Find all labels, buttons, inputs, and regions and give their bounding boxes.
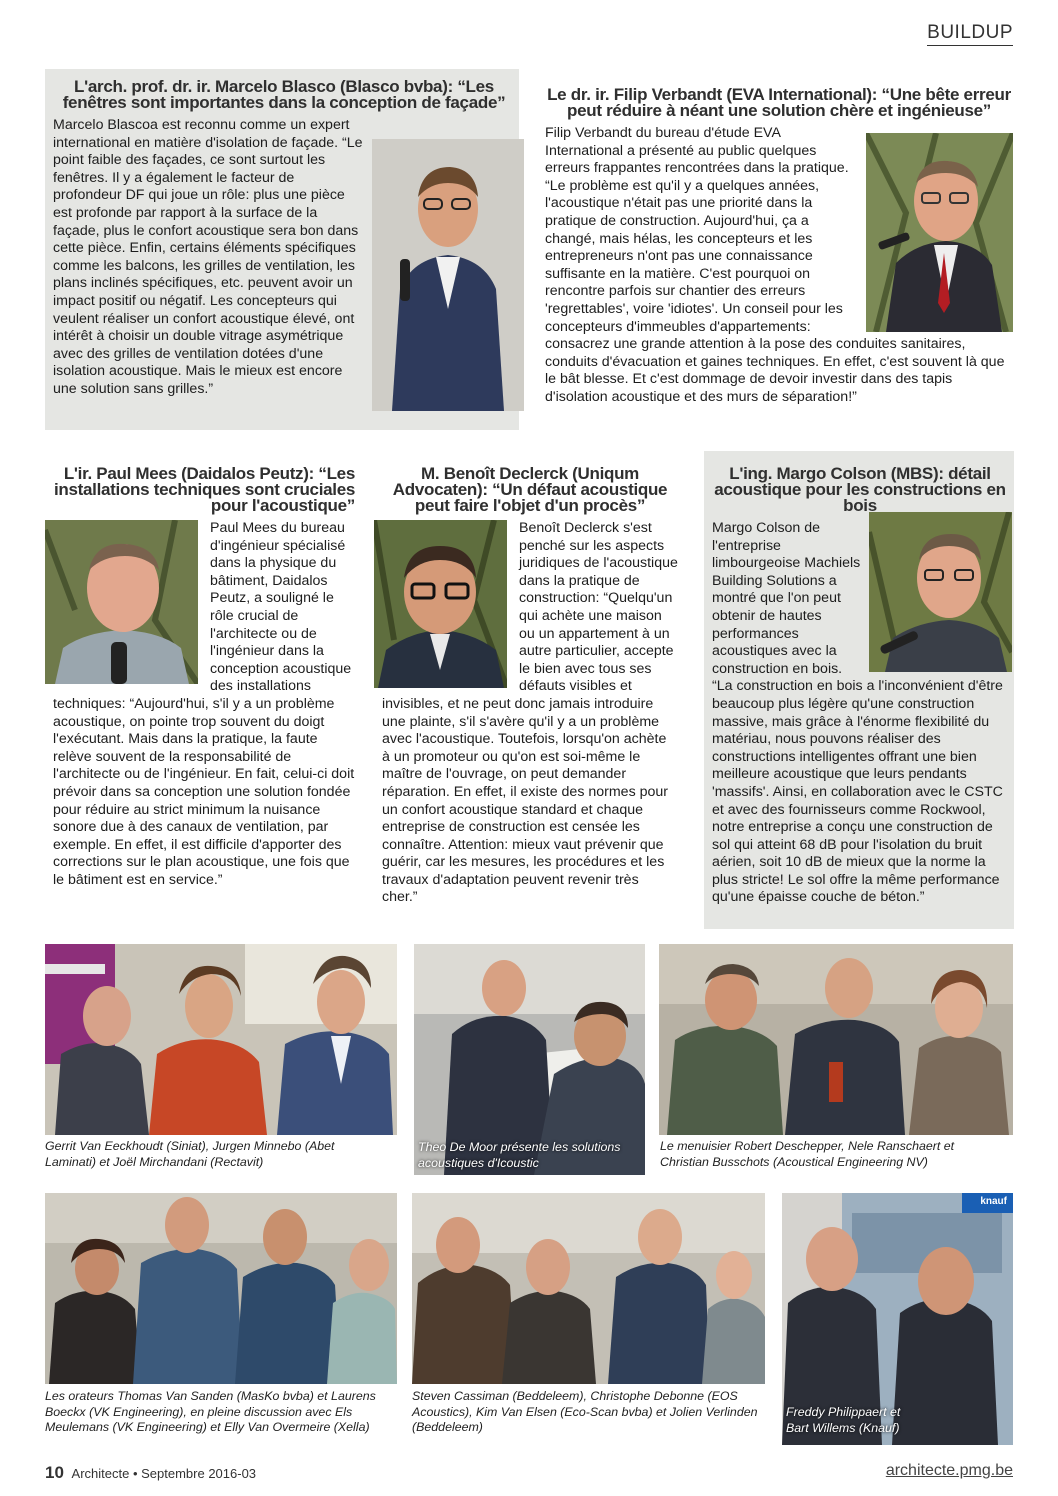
- mees-portrait: [45, 520, 198, 684]
- article-blasco: [53, 79, 515, 415]
- magazine-issue: Architecte • Septembre 2016-03: [71, 1466, 257, 1481]
- photo-group-3: [659, 944, 1013, 1135]
- photo-group-2: [414, 944, 645, 1175]
- footer-url-link[interactable]: architecte.pmg.be: [885, 1462, 1013, 1479]
- photo-group-2-caption: Theo De Moor présente les solutions acoustiques d'Icoustic: [418, 1140, 621, 1170]
- section-tag: BUILDUP: [927, 22, 1013, 46]
- article-colson-body: Margo Colson de l'entreprise limbourgeoise Machiels Building Solutions a montré que l'on peut obtenir de hautes performances acoustiques avec la construction en bois. “La construction en bois a l'inconvénient d'être beaucoup plus légère qu'une construction massive, mais grâce à l'énorme flexibilité du matériau, nous pouvons réaliser des constructions intelligentes offrant une bien meilleure acoustique que leurs pendants 'massifs'. Ainsi, en collaboration avec le CSTC et avec des fournisseurs comme Rockwool, notre entreprise a conçu une construction de sol qui atteint 68 dB pour l'isolation du bruit aérien, soit 10 dB de mieux que la norme la plus stricte! Le sol offre la même performance qu'une épaisse couche de béton.”: [712, 520, 1003, 906]
- article-blasco-title: L'arch. prof. dr. ir. Marcelo Blasco (Blasco bvba): “Les fenêtres sont importantes dans la conception de façade”: [62, 77, 506, 112]
- article-verbandt-body: Filip Verbandt du bureau d'étude EVA International a présenté au public quelques erreurs frappantes rencontrées dans la pratique. “Le problème est qu'il y a quelques années, l'acoustique n'était pas une priorité dans la pratique de construction. Aujourd'hui, ça a changé, mais hélas, les concepteurs et les entrepreneurs n'ont pas une connaissance suffisante en la matière. C'est pourquoi on rencontre parfois sur chantier des erreurs 'regrettables', voire 'idiotes'. Un conseil pour les concepteurs d'immeubles d'appartements: consacrez une grande attention à la pose des conduites sanitaires, conduits d'évacuation et gaines techniques. En effet, c'est souvent là que le bât blesse. Et c'est dommage de devoir investir dans des tapis d'isolation acoustique et des murs de séparation!”: [545, 125, 1005, 405]
- verbandt-portrait: [866, 133, 1013, 332]
- article-declerck: [382, 466, 678, 907]
- declerck-portrait: [374, 520, 507, 688]
- photo-group-3-caption: Le menuisier Robert Deschepper, Nele Ranschaert et Christian Busschots (Acoustical Engineering NV): [660, 1139, 955, 1169]
- blasco-portrait: [372, 139, 524, 411]
- article-blasco-body: Marcelo Blascoa est reconnu comme un expert international en matière d'isolation de façade. “Le point faible des façades, ce sont surtout les fenêtres. Il y a également le facteur de profondeur DF qui joue un rôle: plus une pièce est profonde par rapport à la surface de la façade, plus le confort acoustique sera bon dans cette pièce. Enfin, certains éléments spécifiques comme les balcons, les grilles de ventilation, les plans inclinés spécifiques, etc. peuvent avoir un impact positif ou négatif. Les concepteurs qui veulent réaliser un confort acoustique élevé, ont intérêt à choisir un double vitrage asymétrique avec des grilles de ventilation dotées d'une isolation acoustique. Mais le mieux est encore une solution sans grilles.”: [53, 117, 363, 397]
- article-verbandt: [545, 87, 1013, 407]
- article-declerck-body: Benoît Declerck s'est penché sur les aspects juridiques de l'acoustique dans la pratique de construction: “Quelqu'un qui achète une maison ou un appartement à un autre particulier, accepte le bien avec tous ses défauts visibles et invisibles, et ne peut donc jamais introduire une plainte, s'il s'avère qu'il y a un problème avec l'acoustique. Toutefois, lorsqu'on achète à un promoteur ou qu'on est soi-même le maître de l'ouvrage, on peut demander réparation. En effet, il existe des normes pour un confort acoustique standard et chaque entreprise de construction est censée les connaître. Attention: mieux vaut prévenir que guérir, car les mesures, les procédures et les travaux d'adaptation peuvent revenir très cher.”: [382, 520, 678, 906]
- article-mees: [53, 466, 355, 889]
- photo-group-6: [782, 1193, 1013, 1445]
- photo-group-5-caption: Steven Cassiman (Beddeleem), Christophe Debonne (EOS Acoustics), Kim Van Elsen (Eco-Scan bvba) et Jolien Verlinden (Beddeleem): [412, 1389, 758, 1434]
- article-declerck-title: M. Benoît Declerck (Uniqum Advocaten): “Un défaut acoustique peut faire l'objet d'un procès”: [392, 464, 668, 515]
- photo-group-1: [45, 944, 397, 1135]
- article-mees-body: Paul Mees du bureau d'ingénieur spécialisé dans la physique du bâtiment, Daidalos Peutz, a souligné le rôle crucial de l'architecte ou de l'ingénieur dans la conception acoustique des installations techniques: “Aujourd'hui, s'il y a un problème acoustique, on pointe trop souvent du doigt l'exécutant. Mais dans la pratique, la faute relève souvent de la responsabilité de l'architecte ou de l'ingénieur. En fait, celui-ci doit prévoir dans sa conception une solution fondée pour réduire au strict minimum la nuisance sonore due à des canaux de ventilation, par exemple. En effet, il est difficile d'apporter des corrections sur le plan acoustique, une fois que le bâtiment est en service.”: [53, 520, 355, 888]
- photo-group-5: [412, 1193, 765, 1384]
- article-colson: [712, 466, 1008, 907]
- photo-group-1-caption: Gerrit Van Eeckhoudt (Siniat), Jurgen Minnebo (Abet Laminati) et Joël Mirchandani (Rectavit): [45, 1139, 335, 1169]
- page-number: 10: [45, 1463, 64, 1482]
- photo-group-6-caption: Freddy Philippaert et Bart Willems (Knauf): [786, 1405, 901, 1435]
- article-colson-title: L'ing. Margo Colson (MBS): détail acoustique pour les constructions en bois: [714, 464, 1006, 515]
- article-verbandt-title: Le dr. ir. Filip Verbandt (EVA International): “Une bête erreur peut réduire à néant une solution chère et ingénieuse”: [547, 85, 1011, 120]
- colson-portrait: [869, 512, 1012, 672]
- knauf-sign: knauf: [980, 1196, 1007, 1207]
- article-mees-title: L'ir. Paul Mees (Daidalos Peutz): “Les installations techniques sont cruciales pour l'acoustique”: [54, 464, 355, 515]
- photo-group-4-caption: Les orateurs Thomas Van Sanden (MasKo bvba) et Laurens Boeckx (VK Engineering), en pleine discussion avec Els Meulemans (VK Engineering) et Elly Van Overmeire (Xella): [45, 1389, 376, 1434]
- footer-folio: [45, 1463, 256, 1483]
- photo-group-4: [45, 1193, 397, 1384]
